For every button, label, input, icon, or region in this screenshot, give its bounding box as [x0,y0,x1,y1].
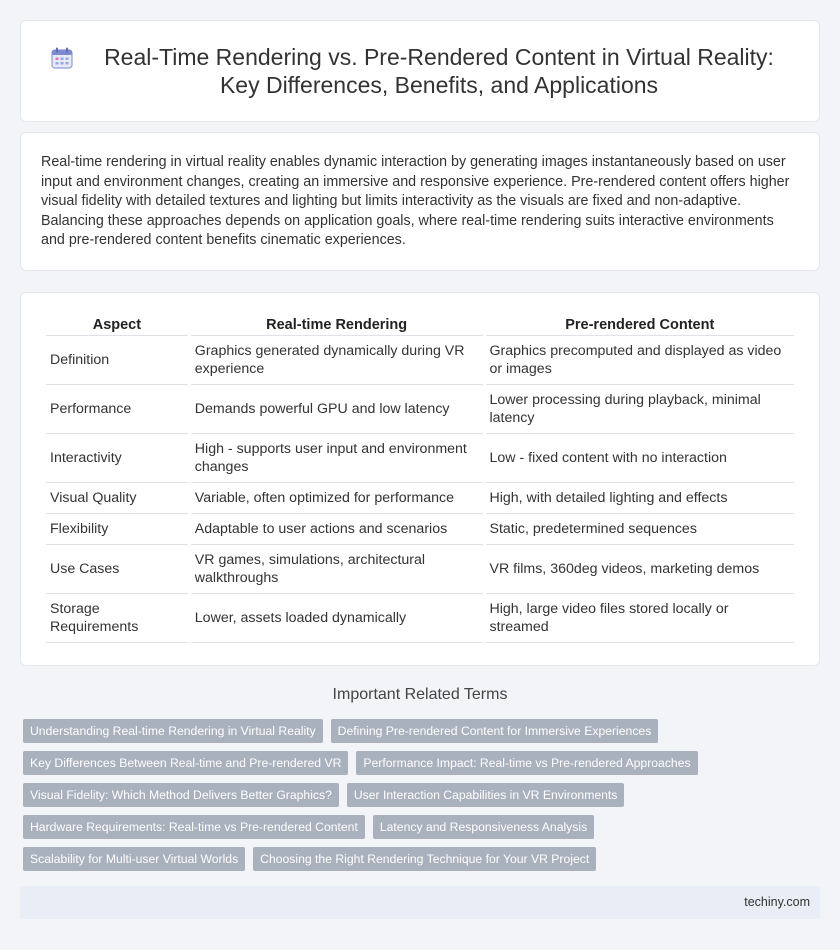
related-term-tag[interactable]: Choosing the Right Rendering Technique for Your VR Project [253,847,596,871]
comparison-table-card [20,292,820,666]
related-term-tag[interactable]: Understanding Real-time Rendering in Virtual Reality [23,719,323,743]
related-terms-heading: Important Related Terms [332,686,508,703]
related-term-tag[interactable]: Defining Pre-rendered Content for Immersive Experiences [331,719,659,743]
table-cell: High, with detailed lighting and effects [486,483,795,514]
table-cell: Variable, often optimized for performance [191,483,483,514]
related-term-tag[interactable]: Visual Fidelity: Which Method Delivers Better Graphics? [23,783,339,807]
comparison-table [43,315,797,643]
calendar-icon [51,47,73,69]
table-row [46,594,794,643]
table-cell: Lower, assets loaded dynamically [191,594,483,643]
table-row [46,434,794,483]
related-term-tag[interactable]: Scalability for Multi-user Virtual Worlds [23,847,245,871]
title-card [20,20,820,122]
page-title: Real-Time Rendering vs. Pre-Rendered Content in Virtual Reality: Key Differences, Benefits, and Applications [104,44,774,98]
column-header: Aspect [46,315,188,336]
table-cell: Definition [46,336,188,385]
table-cell: Demands powerful GPU and low latency [191,385,483,434]
table-cell: Adaptable to user actions and scenarios [191,514,483,545]
related-term-tag[interactable]: Latency and Responsiveness Analysis [373,815,594,839]
footer [20,886,820,919]
intro-paragraph: Real-time rendering in virtual reality enables dynamic interaction by generating images instantaneously based on user input and environment changes, creating an immersive and responsive experience. Pre-rendered content offers higher visual fidelity with detailed textures and lighting but limits interactivity as the visuals are fixed and non-adaptive. Balancing these approaches depends on application goals, where real-time rendering suits interactive environments and pre-rendered content benefits cinematic experiences. [41,154,790,249]
related-term-tag[interactable]: User Interaction Capabilities in VR Environments [347,783,625,807]
table-cell: Graphics generated dynamically during VR experience [191,336,483,385]
table-cell: Visual Quality [46,483,188,514]
table-header-row [46,315,794,336]
table-cell: Low - fixed content with no interaction [486,434,795,483]
intro-card [20,132,820,271]
table-cell: High, large video files stored locally or streamed [486,594,795,643]
related-term-tag[interactable]: Hardware Requirements: Real-time vs Pre-rendered Content [23,815,365,839]
table-cell: Interactivity [46,434,188,483]
table-cell: Use Cases [46,545,188,594]
column-header: Pre-rendered Content [486,315,795,336]
table-cell: Graphics precomputed and displayed as video or images [486,336,795,385]
table-cell: Lower processing during playback, minimal latency [486,385,795,434]
table-cell: VR films, 360deg videos, marketing demos [486,545,795,594]
table-cell: Performance [46,385,188,434]
related-terms-list [23,719,823,871]
table-cell: Flexibility [46,514,188,545]
table-row [46,385,794,434]
table-cell: Storage Requirements [46,594,188,643]
column-header: Real-time Rendering [191,315,483,336]
table-row [46,483,794,514]
table-row [46,514,794,545]
table-row [46,336,794,385]
related-term-tag[interactable]: Key Differences Between Real-time and Pre-rendered VR [23,751,348,775]
site-link[interactable]: techiny.com [744,895,810,909]
table-cell: VR games, simulations, architectural walkthroughs [191,545,483,594]
table-cell: High - supports user input and environment changes [191,434,483,483]
table-row [46,545,794,594]
table-cell: Static, predetermined sequences [486,514,795,545]
related-term-tag[interactable]: Performance Impact: Real-time vs Pre-rendered Approaches [356,751,697,775]
